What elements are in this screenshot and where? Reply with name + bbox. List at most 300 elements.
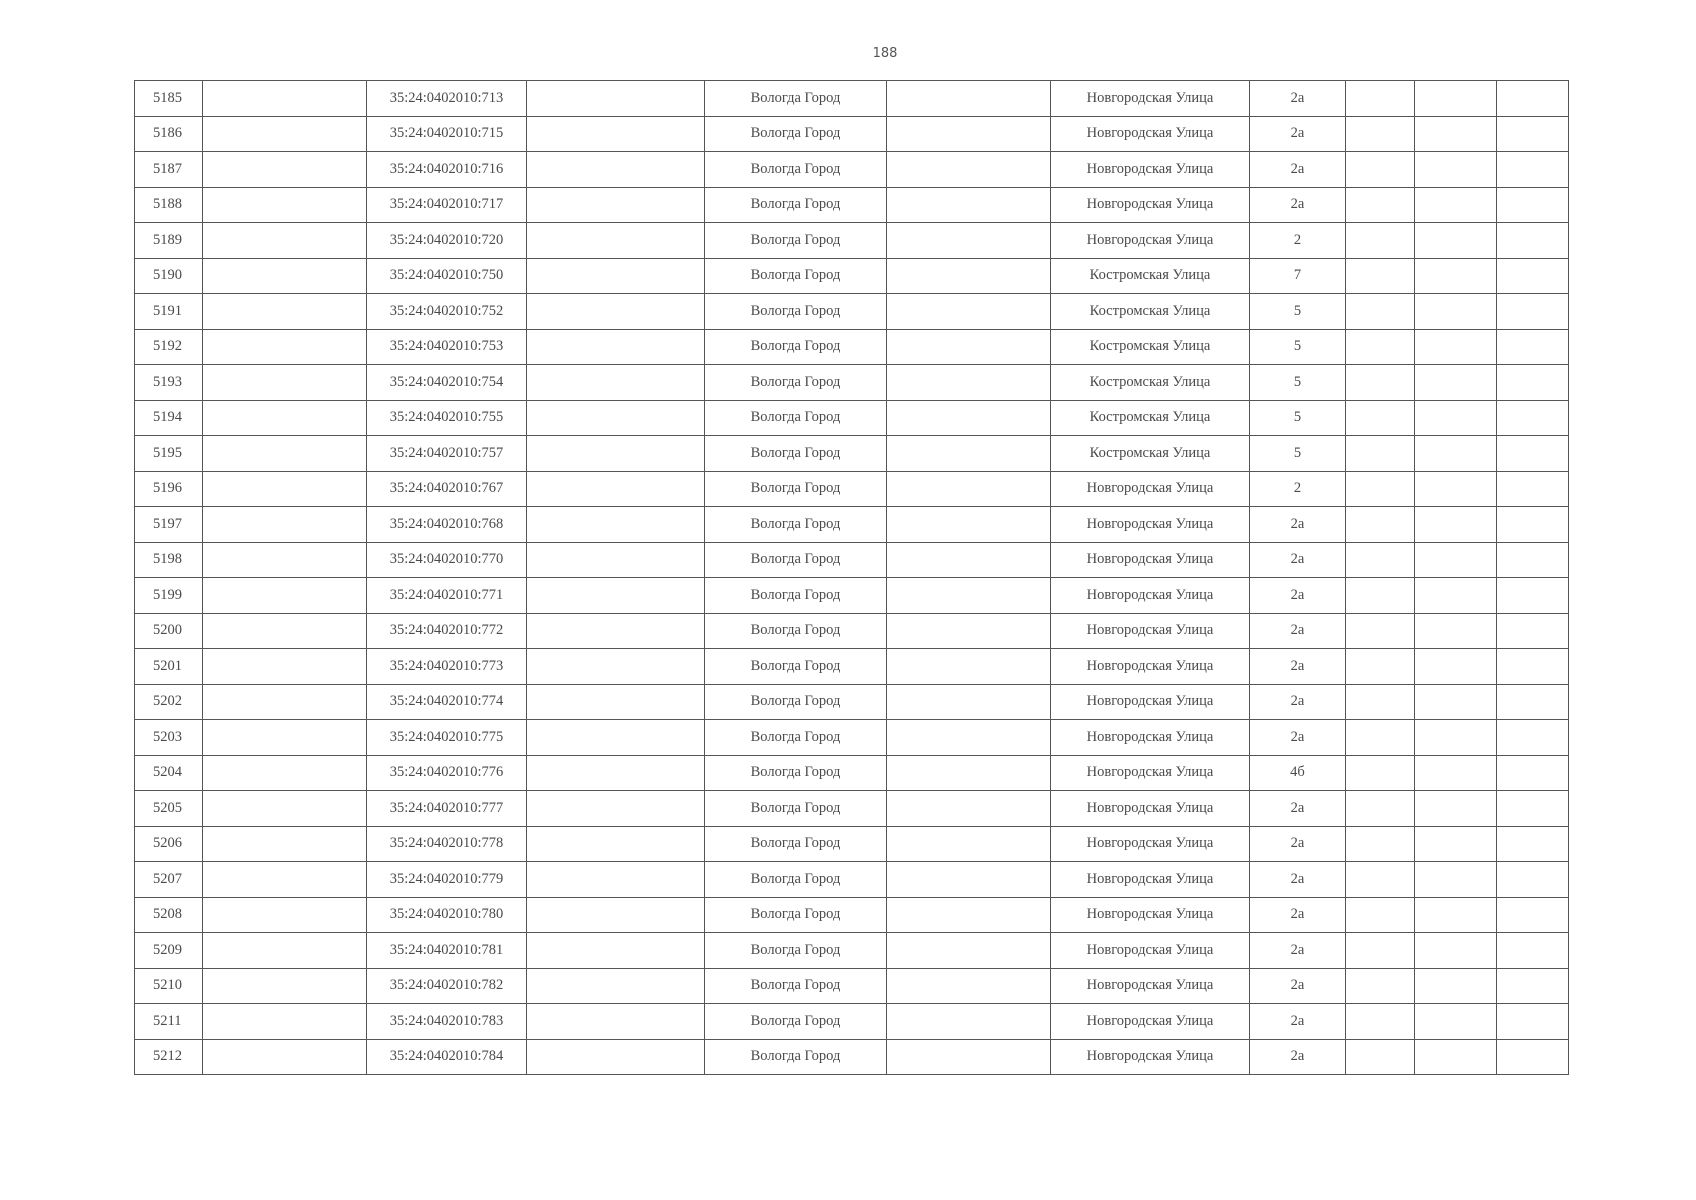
- cell-house: 4б: [1250, 755, 1346, 791]
- cell-house: 2а: [1250, 933, 1346, 969]
- cell-house: 2а: [1250, 152, 1346, 188]
- cell-empty-6: [1497, 1039, 1569, 1075]
- cell-number: 5200: [135, 613, 203, 649]
- cell-empty-3: [887, 578, 1051, 614]
- cell-empty-4: [1346, 542, 1415, 578]
- cell-empty-1: [203, 152, 367, 188]
- table-row: [135, 1004, 1569, 1040]
- cell-cadastral-number: 35:24:0402010:753: [367, 329, 527, 365]
- cell-empty-6: [1497, 365, 1569, 401]
- cell-empty-6: [1497, 826, 1569, 862]
- cell-empty-5: [1415, 1004, 1497, 1040]
- cell-number: 5207: [135, 862, 203, 898]
- cell-locality: Вологда Город: [705, 897, 887, 933]
- cell-empty-6: [1497, 862, 1569, 898]
- cell-empty-4: [1346, 471, 1415, 507]
- cell-empty-6: [1497, 968, 1569, 1004]
- cell-street: Костромская Улица: [1051, 400, 1250, 436]
- table-row: [135, 720, 1569, 756]
- cell-number: 5194: [135, 400, 203, 436]
- cell-cadastral-number: 35:24:0402010:778: [367, 826, 527, 862]
- cell-empty-2: [527, 684, 705, 720]
- cell-empty-6: [1497, 471, 1569, 507]
- cell-empty-3: [887, 649, 1051, 685]
- cell-empty-3: [887, 258, 1051, 294]
- cell-empty-5: [1415, 81, 1497, 117]
- cell-street: Костромская Улица: [1051, 436, 1250, 472]
- cell-locality: Вологда Город: [705, 258, 887, 294]
- cell-empty-5: [1415, 294, 1497, 330]
- cell-empty-1: [203, 933, 367, 969]
- table-row: [135, 649, 1569, 685]
- cell-number: 5211: [135, 1004, 203, 1040]
- cell-number: 5199: [135, 578, 203, 614]
- cell-empty-1: [203, 1004, 367, 1040]
- cell-empty-3: [887, 862, 1051, 898]
- cell-locality: Вологда Город: [705, 436, 887, 472]
- cell-cadastral-number: 35:24:0402010:774: [367, 684, 527, 720]
- cell-empty-4: [1346, 507, 1415, 543]
- cell-number: 5204: [135, 755, 203, 791]
- cell-empty-3: [887, 684, 1051, 720]
- cell-empty-4: [1346, 826, 1415, 862]
- cell-empty-6: [1497, 400, 1569, 436]
- cell-cadastral-number: 35:24:0402010:770: [367, 542, 527, 578]
- cell-empty-5: [1415, 720, 1497, 756]
- cell-street: Новгородская Улица: [1051, 542, 1250, 578]
- table-row: [135, 187, 1569, 223]
- cell-empty-1: [203, 329, 367, 365]
- cell-empty-3: [887, 933, 1051, 969]
- registry-table: [134, 80, 1569, 1075]
- cell-empty-2: [527, 826, 705, 862]
- cell-locality: Вологда Город: [705, 507, 887, 543]
- cell-house: 2а: [1250, 1004, 1346, 1040]
- cell-empty-2: [527, 720, 705, 756]
- cell-empty-1: [203, 684, 367, 720]
- cell-empty-6: [1497, 613, 1569, 649]
- cell-empty-2: [527, 649, 705, 685]
- cell-empty-1: [203, 791, 367, 827]
- cell-empty-3: [887, 187, 1051, 223]
- cell-empty-3: [887, 1039, 1051, 1075]
- cell-cadastral-number: 35:24:0402010:776: [367, 755, 527, 791]
- cell-empty-4: [1346, 223, 1415, 259]
- cell-house: 2а: [1250, 81, 1346, 117]
- cell-number: 5209: [135, 933, 203, 969]
- cell-empty-2: [527, 116, 705, 152]
- cell-number: 5208: [135, 897, 203, 933]
- cell-empty-3: [887, 81, 1051, 117]
- cell-street: Новгородская Улица: [1051, 791, 1250, 827]
- cell-empty-5: [1415, 471, 1497, 507]
- cell-empty-6: [1497, 933, 1569, 969]
- cell-locality: Вологда Город: [705, 1039, 887, 1075]
- table-row: [135, 436, 1569, 472]
- cell-house: 5: [1250, 436, 1346, 472]
- cell-house: 5: [1250, 400, 1346, 436]
- cell-empty-3: [887, 436, 1051, 472]
- cell-street: Новгородская Улица: [1051, 1039, 1250, 1075]
- cell-locality: Вологда Город: [705, 613, 887, 649]
- cell-house: 2: [1250, 471, 1346, 507]
- cell-cadastral-number: 35:24:0402010:777: [367, 791, 527, 827]
- cell-empty-4: [1346, 400, 1415, 436]
- cell-street: Новгородская Улица: [1051, 897, 1250, 933]
- cell-number: 5196: [135, 471, 203, 507]
- cell-empty-6: [1497, 294, 1569, 330]
- table-row: [135, 791, 1569, 827]
- cell-house: 2а: [1250, 791, 1346, 827]
- cell-empty-5: [1415, 968, 1497, 1004]
- cell-empty-5: [1415, 116, 1497, 152]
- cell-number: 5193: [135, 365, 203, 401]
- cell-house: 2а: [1250, 613, 1346, 649]
- cell-empty-5: [1415, 507, 1497, 543]
- cell-house: 5: [1250, 365, 1346, 401]
- cell-street: Новгородская Улица: [1051, 826, 1250, 862]
- cell-number: 5202: [135, 684, 203, 720]
- cell-empty-4: [1346, 649, 1415, 685]
- cell-house: 2а: [1250, 826, 1346, 862]
- cell-cadastral-number: 35:24:0402010:782: [367, 968, 527, 1004]
- cell-locality: Вологда Город: [705, 791, 887, 827]
- cell-number: 5210: [135, 968, 203, 1004]
- cell-empty-3: [887, 968, 1051, 1004]
- cell-empty-5: [1415, 684, 1497, 720]
- cell-house: 2а: [1250, 649, 1346, 685]
- cell-empty-6: [1497, 755, 1569, 791]
- cell-number: 5186: [135, 116, 203, 152]
- cell-empty-6: [1497, 684, 1569, 720]
- cell-street: Костромская Улица: [1051, 294, 1250, 330]
- cell-empty-1: [203, 81, 367, 117]
- cell-locality: Вологда Город: [705, 471, 887, 507]
- cell-number: 5188: [135, 187, 203, 223]
- cell-street: Костромская Улица: [1051, 258, 1250, 294]
- cell-house: 2а: [1250, 684, 1346, 720]
- cell-number: 5190: [135, 258, 203, 294]
- cell-cadastral-number: 35:24:0402010:767: [367, 471, 527, 507]
- cell-cadastral-number: 35:24:0402010:775: [367, 720, 527, 756]
- cell-empty-5: [1415, 223, 1497, 259]
- cell-empty-5: [1415, 578, 1497, 614]
- cell-empty-1: [203, 968, 367, 1004]
- table-row: [135, 223, 1569, 259]
- table-row: [135, 471, 1569, 507]
- cell-cadastral-number: 35:24:0402010:768: [367, 507, 527, 543]
- cell-empty-4: [1346, 720, 1415, 756]
- cell-empty-5: [1415, 152, 1497, 188]
- cell-locality: Вологда Город: [705, 1004, 887, 1040]
- cell-empty-6: [1497, 578, 1569, 614]
- cell-empty-4: [1346, 116, 1415, 152]
- cell-empty-3: [887, 755, 1051, 791]
- cell-empty-6: [1497, 152, 1569, 188]
- cell-locality: Вологда Город: [705, 755, 887, 791]
- cell-house: 2а: [1250, 116, 1346, 152]
- cell-empty-2: [527, 542, 705, 578]
- cell-cadastral-number: 35:24:0402010:757: [367, 436, 527, 472]
- table-row: [135, 152, 1569, 188]
- cell-empty-4: [1346, 862, 1415, 898]
- cell-number: 5201: [135, 649, 203, 685]
- cell-locality: Вологда Город: [705, 329, 887, 365]
- cell-cadastral-number: 35:24:0402010:771: [367, 578, 527, 614]
- cell-empty-2: [527, 436, 705, 472]
- cell-empty-1: [203, 613, 367, 649]
- cell-empty-2: [527, 471, 705, 507]
- cell-empty-1: [203, 826, 367, 862]
- cell-locality: Вологда Город: [705, 826, 887, 862]
- cell-empty-5: [1415, 542, 1497, 578]
- cell-empty-3: [887, 223, 1051, 259]
- cell-locality: Вологда Город: [705, 862, 887, 898]
- cell-street: Новгородская Улица: [1051, 684, 1250, 720]
- cell-empty-4: [1346, 152, 1415, 188]
- cell-locality: Вологда Город: [705, 933, 887, 969]
- cell-empty-4: [1346, 684, 1415, 720]
- cell-empty-6: [1497, 649, 1569, 685]
- cell-house: 2: [1250, 223, 1346, 259]
- cell-empty-5: [1415, 365, 1497, 401]
- cell-empty-5: [1415, 791, 1497, 827]
- cell-empty-1: [203, 862, 367, 898]
- cell-house: 2а: [1250, 187, 1346, 223]
- cell-empty-4: [1346, 258, 1415, 294]
- cell-empty-6: [1497, 187, 1569, 223]
- cell-empty-5: [1415, 258, 1497, 294]
- cell-empty-2: [527, 1039, 705, 1075]
- table-row: [135, 578, 1569, 614]
- cell-locality: Вологда Город: [705, 81, 887, 117]
- table-row: [135, 968, 1569, 1004]
- cell-street: Новгородская Улица: [1051, 187, 1250, 223]
- cell-empty-6: [1497, 720, 1569, 756]
- cell-house: 2а: [1250, 897, 1346, 933]
- cell-empty-1: [203, 1039, 367, 1075]
- cell-empty-5: [1415, 400, 1497, 436]
- page-number: 188: [872, 46, 898, 61]
- cell-empty-1: [203, 755, 367, 791]
- cell-empty-2: [527, 862, 705, 898]
- cell-number: 5185: [135, 81, 203, 117]
- cell-number: 5206: [135, 826, 203, 862]
- cell-empty-2: [527, 223, 705, 259]
- cell-empty-4: [1346, 897, 1415, 933]
- cell-locality: Вологда Город: [705, 116, 887, 152]
- cell-cadastral-number: 35:24:0402010:713: [367, 81, 527, 117]
- cell-house: 2а: [1250, 862, 1346, 898]
- cell-empty-2: [527, 897, 705, 933]
- cell-number: 5189: [135, 223, 203, 259]
- cell-cadastral-number: 35:24:0402010:716: [367, 152, 527, 188]
- cell-street: Новгородская Улица: [1051, 152, 1250, 188]
- cell-cadastral-number: 35:24:0402010:783: [367, 1004, 527, 1040]
- cell-empty-3: [887, 329, 1051, 365]
- cell-cadastral-number: 35:24:0402010:750: [367, 258, 527, 294]
- cell-cadastral-number: 35:24:0402010:781: [367, 933, 527, 969]
- cell-locality: Вологда Город: [705, 365, 887, 401]
- cell-empty-2: [527, 613, 705, 649]
- cell-empty-5: [1415, 187, 1497, 223]
- cell-empty-4: [1346, 436, 1415, 472]
- cell-street: Новгородская Улица: [1051, 968, 1250, 1004]
- cell-empty-5: [1415, 436, 1497, 472]
- cell-empty-2: [527, 755, 705, 791]
- cell-empty-1: [203, 542, 367, 578]
- cell-empty-2: [527, 258, 705, 294]
- cell-street: Новгородская Улица: [1051, 116, 1250, 152]
- table-row: [135, 826, 1569, 862]
- cell-empty-2: [527, 152, 705, 188]
- cell-locality: Вологда Город: [705, 400, 887, 436]
- cell-locality: Вологда Город: [705, 152, 887, 188]
- cell-cadastral-number: 35:24:0402010:772: [367, 613, 527, 649]
- cell-locality: Вологда Город: [705, 294, 887, 330]
- cell-locality: Вологда Город: [705, 578, 887, 614]
- cell-empty-4: [1346, 968, 1415, 1004]
- cell-empty-6: [1497, 791, 1569, 827]
- cell-empty-1: [203, 507, 367, 543]
- table-row: [135, 81, 1569, 117]
- cell-empty-2: [527, 507, 705, 543]
- cell-empty-3: [887, 897, 1051, 933]
- cell-empty-1: [203, 294, 367, 330]
- table-row: [135, 116, 1569, 152]
- cell-empty-1: [203, 116, 367, 152]
- cell-empty-6: [1497, 258, 1569, 294]
- cell-house: 2а: [1250, 578, 1346, 614]
- cell-empty-3: [887, 613, 1051, 649]
- cell-empty-2: [527, 400, 705, 436]
- cell-empty-6: [1497, 116, 1569, 152]
- cell-street: Новгородская Улица: [1051, 223, 1250, 259]
- cell-cadastral-number: 35:24:0402010:717: [367, 187, 527, 223]
- cell-empty-2: [527, 294, 705, 330]
- table-row: [135, 862, 1569, 898]
- cell-empty-6: [1497, 81, 1569, 117]
- cell-empty-1: [203, 365, 367, 401]
- table-row: [135, 613, 1569, 649]
- cell-empty-2: [527, 81, 705, 117]
- cell-empty-5: [1415, 933, 1497, 969]
- table-row: [135, 897, 1569, 933]
- cell-empty-2: [527, 578, 705, 614]
- cell-locality: Вологда Город: [705, 649, 887, 685]
- cell-number: 5187: [135, 152, 203, 188]
- cell-empty-3: [887, 720, 1051, 756]
- cell-number: 5198: [135, 542, 203, 578]
- cell-number: 5192: [135, 329, 203, 365]
- cell-street: Новгородская Улица: [1051, 471, 1250, 507]
- cell-empty-1: [203, 400, 367, 436]
- cell-street: Новгородская Улица: [1051, 720, 1250, 756]
- table-row: [135, 1039, 1569, 1075]
- cell-empty-4: [1346, 1004, 1415, 1040]
- cell-house: 2а: [1250, 542, 1346, 578]
- cell-cadastral-number: 35:24:0402010:779: [367, 862, 527, 898]
- cell-empty-3: [887, 365, 1051, 401]
- cell-empty-4: [1346, 1039, 1415, 1075]
- table-row: [135, 294, 1569, 330]
- cell-locality: Вологда Город: [705, 223, 887, 259]
- cell-empty-4: [1346, 755, 1415, 791]
- cell-cadastral-number: 35:24:0402010:715: [367, 116, 527, 152]
- cell-cadastral-number: 35:24:0402010:780: [367, 897, 527, 933]
- cell-locality: Вологда Город: [705, 968, 887, 1004]
- cell-empty-1: [203, 471, 367, 507]
- cell-empty-6: [1497, 507, 1569, 543]
- table-row: [135, 542, 1569, 578]
- table-row: [135, 400, 1569, 436]
- cell-street: Новгородская Улица: [1051, 933, 1250, 969]
- cell-empty-6: [1497, 542, 1569, 578]
- cell-empty-4: [1346, 791, 1415, 827]
- cell-street: Новгородская Улица: [1051, 755, 1250, 791]
- cell-empty-4: [1346, 187, 1415, 223]
- cell-empty-3: [887, 471, 1051, 507]
- cell-empty-5: [1415, 649, 1497, 685]
- cell-house: 2а: [1250, 507, 1346, 543]
- table-row: [135, 329, 1569, 365]
- cell-empty-5: [1415, 1039, 1497, 1075]
- cell-empty-3: [887, 152, 1051, 188]
- cell-empty-5: [1415, 755, 1497, 791]
- cell-number: 5205: [135, 791, 203, 827]
- cell-empty-3: [887, 826, 1051, 862]
- cell-empty-5: [1415, 862, 1497, 898]
- cell-cadastral-number: 35:24:0402010:754: [367, 365, 527, 401]
- cell-house: 5: [1250, 294, 1346, 330]
- cell-locality: Вологда Город: [705, 187, 887, 223]
- cell-cadastral-number: 35:24:0402010:752: [367, 294, 527, 330]
- cell-cadastral-number: 35:24:0402010:720: [367, 223, 527, 259]
- cell-empty-3: [887, 542, 1051, 578]
- cell-empty-6: [1497, 1004, 1569, 1040]
- cell-empty-4: [1346, 365, 1415, 401]
- cell-empty-1: [203, 720, 367, 756]
- cell-locality: Вологда Город: [705, 542, 887, 578]
- cell-empty-3: [887, 116, 1051, 152]
- cell-empty-6: [1497, 223, 1569, 259]
- cell-empty-1: [203, 649, 367, 685]
- table-row: [135, 684, 1569, 720]
- cell-empty-4: [1346, 81, 1415, 117]
- cell-empty-3: [887, 1004, 1051, 1040]
- cell-house: 2а: [1250, 720, 1346, 756]
- cell-empty-6: [1497, 329, 1569, 365]
- cell-empty-2: [527, 329, 705, 365]
- cell-empty-6: [1497, 897, 1569, 933]
- cell-empty-4: [1346, 329, 1415, 365]
- table-row: [135, 507, 1569, 543]
- cell-locality: Вологда Город: [705, 684, 887, 720]
- cell-empty-1: [203, 258, 367, 294]
- cell-cadastral-number: 35:24:0402010:773: [367, 649, 527, 685]
- cell-cadastral-number: 35:24:0402010:755: [367, 400, 527, 436]
- cell-empty-2: [527, 1004, 705, 1040]
- cell-number: 5212: [135, 1039, 203, 1075]
- cell-house: 7: [1250, 258, 1346, 294]
- cell-empty-2: [527, 968, 705, 1004]
- cell-number: 5195: [135, 436, 203, 472]
- cell-street: Новгородская Улица: [1051, 862, 1250, 898]
- cell-empty-1: [203, 436, 367, 472]
- cell-empty-2: [527, 791, 705, 827]
- cell-empty-3: [887, 791, 1051, 827]
- cell-empty-3: [887, 294, 1051, 330]
